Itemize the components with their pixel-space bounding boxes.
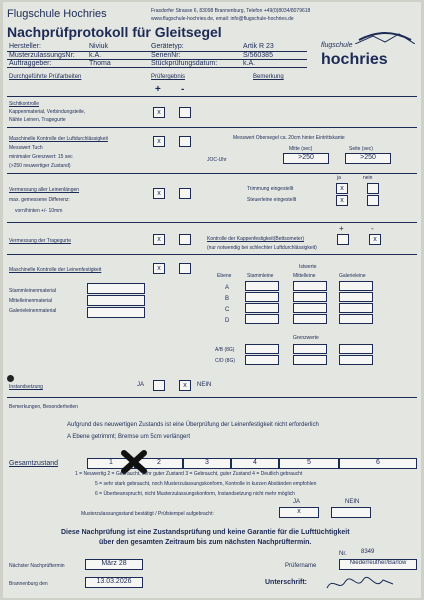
remarks-column-header: Bemerkung: [253, 74, 284, 80]
grenzwert-ab-stamm[interactable]: [245, 344, 279, 354]
seite-value-field[interactable]: >250: [345, 153, 391, 164]
istwert-a-stamm[interactable]: [245, 281, 279, 291]
rating-5[interactable]: 5: [279, 458, 339, 469]
istwert-c-galerie[interactable]: [339, 303, 373, 313]
punch-hole-top: [7, 375, 14, 382]
rating-legend-2: 5 = sehr stark gebraucht, noch Musterzulassungskonform, Kontrolle in kurzen Abständen empfohlen: [95, 481, 317, 487]
page-title: Nachprüfprotokoll für Gleitsegel: [7, 24, 222, 40]
mitte-value-field[interactable]: >250: [283, 153, 329, 164]
signature-label: Unterschrift:: [265, 579, 308, 586]
istwert-c-stamm[interactable]: [245, 303, 279, 313]
luftdurchlaessigkeit-plus-checkbox[interactable]: x: [153, 136, 165, 147]
sichtkontrolle-sub2: Nähte Leinen, Tragegurte: [9, 117, 66, 123]
instandsetzung-label: Instandsetzung: [9, 384, 43, 390]
school-name: Flugschule Hochries: [7, 8, 107, 20]
rating-2[interactable]: 2: [135, 458, 183, 469]
istwert-c-mittel[interactable]: [293, 303, 327, 313]
musterzulassung-bestaetigt-label: Musterzulassungsstand bestätigt / Prüfstempel aufgebracht:: [81, 511, 214, 517]
bemerkung-line-1: Aufgrund des neuwertigen Zustands ist eine Überprüfung der Leinenfestigkeit nicht erforderlich: [67, 422, 319, 428]
school-web: www.flugschule-hochries.de, email: info@flugschule-hochries.de: [151, 16, 294, 22]
checks-column-header: Durchgeführte Prüfarbeiten: [9, 74, 82, 80]
luftdurchlaessigkeit-title: Maschinelle Kontrolle der Luftdurchlässigkeit: [9, 136, 108, 142]
paraglider-icon: [355, 30, 415, 44]
date-field[interactable]: 13.03.2026: [85, 577, 143, 588]
next-inspection-field[interactable]: März 28: [85, 559, 143, 570]
istwert-d-mittel[interactable]: [293, 314, 327, 324]
gesamtzustand-label: Gesamtzustand: [9, 460, 59, 467]
trimmung-nein-checkbox[interactable]: [367, 183, 379, 194]
geraetetyp-label: Gerätetyp:: [151, 43, 184, 50]
seriennr-label: SerienNr:: [151, 52, 181, 59]
leinenfestigkeit-plus-checkbox[interactable]: x: [153, 263, 165, 274]
sichtkontrolle-plus-checkbox[interactable]: x: [153, 107, 165, 118]
disclaimer-line-1: Diese Nachprüfung ist eine Zustandsprüfung und keine Garantie für die Lufttüchtigkeit: [61, 529, 350, 536]
stueckpruefung-label: Stückprüfungsdatum:: [151, 60, 218, 67]
protocol-number: 8349: [361, 549, 375, 555]
vermessung-leinen-minus-checkbox[interactable]: [179, 188, 191, 199]
galerieleinen-material-field[interactable]: [87, 307, 145, 318]
istwert-a-galerie[interactable]: [339, 281, 373, 291]
grenzwert-cd-stamm[interactable]: [245, 355, 279, 365]
tragegurte-title: Vermessung der Tragegurte: [9, 238, 71, 244]
inspection-protocol-sheet: Flugschule Hochries Frasdorfer Strasse 6, 83098 Brannenburg, Telefon +49(0)8034/8079618 www.flugschule-hochries.de, email: info@flugschule-hochries.de Nachprüfprotokoll für Gleitsegel flugschule hochries Hersteller: Niviuk Gerätetyp: Artik R 23 MusterzulassungsNr: k.A. SerienNr: S/560385 Auftraggeber: Thoma Stückprüfungsdatum: k.A. Durchgeführte Prüfarbeiten Prüfergebnis Bemerkung + - Sichtkontrolle Kappenmaterial, Verbindungsteile, Nähte Leinen, Tragegurte x Maschinelle Kontrolle der Luftdurchlässigkeit Messwert Tuch minimaler Grenzwert: 15 sec (>250 neuwertiger Zustand) x Messwert Obersegel ca. 20cm hinter Eintrittskante Mitte (sec) Seite (sec) JOC-Uhr >250 >250 Vermessung aller Leinenlängen max. gemessene Differenz: vorn/hinten +/- 10mm x ja nein Trimmung eingestellt x Steuerleine eingestellt x + - Vermessung der Tragegurte x Kontrolle der Kappenfestigkeit(Bettsometer) (nur notwendig bei schlechter Luftdurchlässigkeit) x Maschinelle Kontrolle der Leinenfestigkeit x Istwerte Ebene Stammleine Mittelleine Galerieleine Stammleinenmaterial Mittelleinenmaterial Galerieleinenmaterial A B C D Grenzwerte A/B (8G) C/D (8G) Instandsetzung JA x NEIN Bemerkungen, Besonderheiten Aufgrund des neuwertigen Zustands ist eine Überprüfung der Leinenfestigkeit nicht erforderlich A Ebene getrimmt; Bremse um 5cm verlängert Gesamtzustand 1 2 3 4 5 6 1 = Neuwertig 2 = Gebraucht, sehr guter Zustand 3 = Gebraucht, guter Zustand 4 = Deutlich gebraucht 5 = sehr stark gebraucht, noch Musterzulassungskonform, Kontrolle in kurzen Abständen empfohlen 6 = Überbeansprucht, nicht Musterzulassungskonform, Instandsetzung nicht mehr möglich JA NEIN Musterzulassungsstand bestätigt / Prüfstempel aufgebracht: x Diese Nachprüfung ist eine Zustandsprüfung und keine Garantie für die Lufttüchtigkeit über den gesamten Zeitraum bis zum nächsten Nachprüftermin. Nr. 8349 Nächster Nachprüftermin März 28 Prüfername Niederreuther/Barlow Brannenburg den 13.03.2026 Unterschrift:: [3, 2, 421, 598]
trimmung-ja-checkbox[interactable]: x: [336, 183, 348, 194]
sichtkontrolle-title: Sichtkontrolle: [9, 101, 40, 107]
kappenfestigkeit-minus-checkbox[interactable]: x: [369, 234, 381, 245]
instandsetzung-nein-checkbox[interactable]: x: [179, 380, 191, 391]
rating-4[interactable]: 4: [231, 458, 279, 469]
rating-6[interactable]: 6: [339, 458, 417, 469]
stueckpruefung-value: k.A.: [243, 60, 256, 67]
tragegurte-plus-checkbox[interactable]: x: [153, 234, 165, 245]
sichtkontrolle-minus-checkbox[interactable]: [179, 107, 191, 118]
sichtkontrolle-sub: Kappenmaterial, Verbindungsteile,: [9, 109, 86, 115]
hersteller-value: Niviuk: [89, 43, 109, 50]
auftraggeber-value: Thoma: [89, 60, 111, 67]
grenzwert-cd-mittel[interactable]: [293, 355, 327, 365]
grenzwert-cd-galerie[interactable]: [339, 355, 373, 365]
istwert-a-mittel[interactable]: [293, 281, 327, 291]
leinenfestigkeit-minus-checkbox[interactable]: [179, 263, 191, 274]
bemerkungen-label: Bemerkungen, Besonderheiten: [9, 404, 78, 410]
result-column-header: Prüfergebnis: [151, 74, 186, 80]
mittelleinen-material-field[interactable]: [87, 295, 145, 306]
leinenfestigkeit-title: Maschinelle Kontrolle der Leinenfestigkeit: [9, 267, 102, 273]
disclaimer-line-2: über den gesamten Zeitraum bis zum nächsten Nachprüftermin.: [99, 539, 312, 546]
seriennr-value: S/560385: [243, 52, 273, 59]
steuerleine-ja-checkbox[interactable]: x: [336, 195, 348, 206]
rating-3[interactable]: 3: [183, 458, 231, 469]
instandsetzung-ja-checkbox[interactable]: [153, 380, 165, 391]
vermessung-leinen-title: Vermessung aller Leinenlängen: [9, 187, 80, 193]
istwert-d-galerie[interactable]: [339, 314, 373, 324]
stammleinen-material-field[interactable]: [87, 283, 145, 294]
plus-header: +: [155, 84, 161, 95]
signature-scribble: [325, 574, 395, 594]
hersteller-label: Hersteller:: [9, 43, 41, 50]
steuerleine-nein-checkbox[interactable]: [367, 195, 379, 206]
vermessung-leinen-plus-checkbox[interactable]: x: [153, 188, 165, 199]
rating-legend-3: 6 = Überbeansprucht, nicht Musterzulassungskonform, Instandsetzung nicht mehr möglich: [95, 491, 295, 497]
grenzwert-ab-galerie[interactable]: [339, 344, 373, 354]
konform-ja-checkbox[interactable]: x: [279, 507, 319, 518]
grenzwert-ab-mittel[interactable]: [293, 344, 327, 354]
bemerkung-line-2: A Ebene getrimmt; Bremse um 5cm verlängert: [67, 434, 191, 440]
auftraggeber-label: Auftraggeber:: [9, 60, 52, 67]
minus-header: -: [181, 84, 185, 95]
tragegurte-minus-checkbox[interactable]: [179, 234, 191, 245]
kappenfestigkeit-plus-checkbox[interactable]: [337, 234, 349, 245]
istwert-b-galerie[interactable]: [339, 292, 373, 302]
geraetetyp-value: Artik R 23: [243, 43, 274, 50]
istwert-b-mittel[interactable]: [293, 292, 327, 302]
istwert-d-stamm[interactable]: [245, 314, 279, 324]
school-address: Frasdorfer Strasse 6, 83098 Brannenburg, Telefon +49(0)8034/8079618: [151, 8, 311, 14]
rating-legend-1: 1 = Neuwertig 2 = Gebraucht, sehr guter Zustand 3 = Gebraucht, guter Zustand 4 = Deutlich gebraucht: [75, 471, 303, 477]
pruefer-name-field[interactable]: Niederreuther/Barlow: [339, 559, 417, 570]
musterzulassung-label: MusterzulassungsNr:: [9, 52, 75, 59]
luftdurchlaessigkeit-minus-checkbox[interactable]: [179, 136, 191, 147]
istwert-b-stamm[interactable]: [245, 292, 279, 302]
musterzulassung-value: k.A.: [89, 52, 102, 59]
konform-nein-checkbox[interactable]: [331, 507, 371, 518]
rating-1[interactable]: 1: [87, 458, 135, 469]
